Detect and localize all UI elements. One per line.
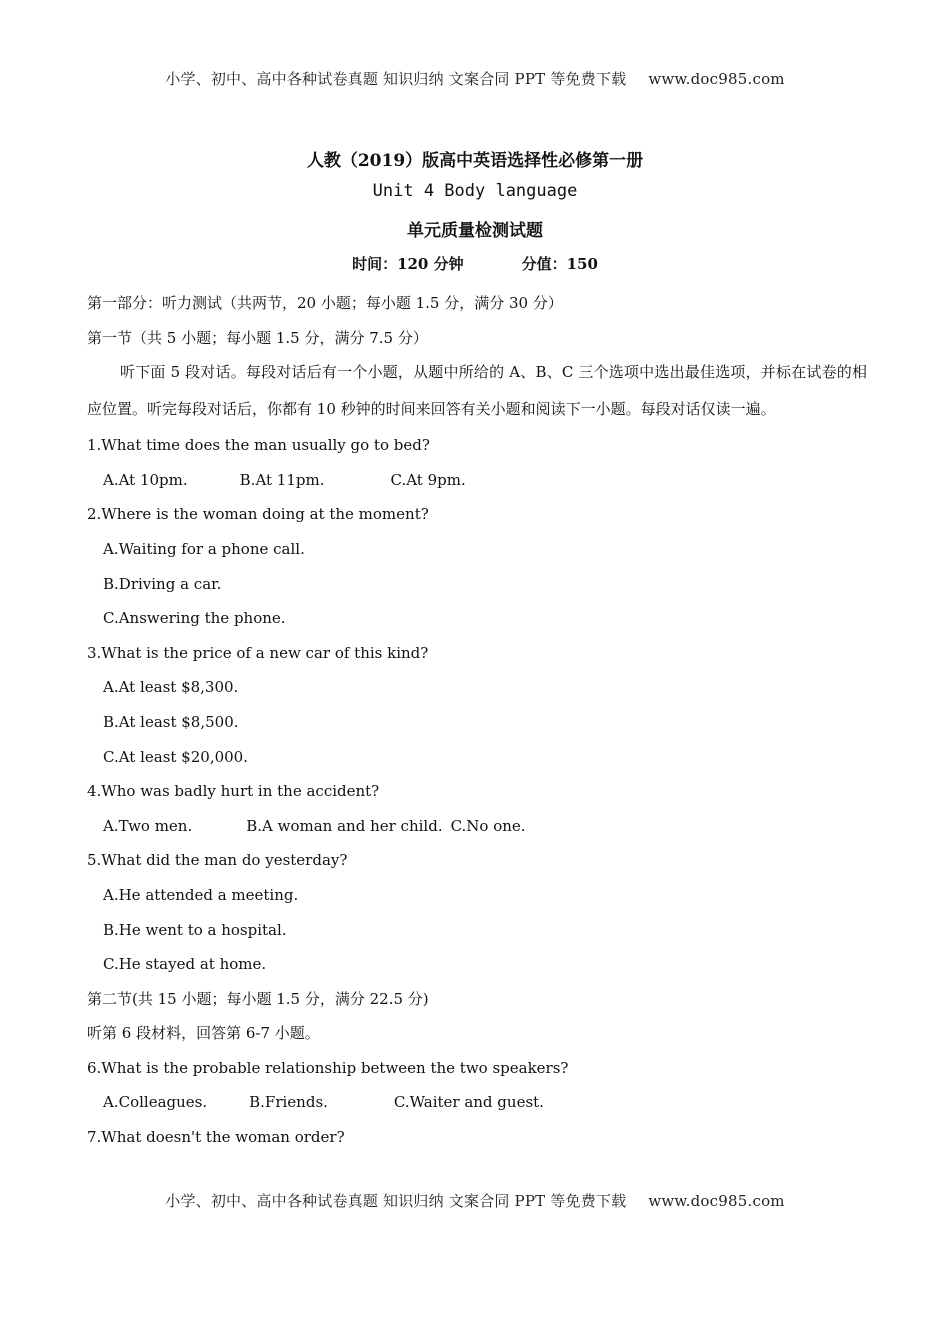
option-b: B.At least $8,500.	[103, 712, 239, 731]
material-6-instruction: 听第 6 段材料，回答第 6-7 小题。	[87, 1024, 320, 1043]
page-footer	[0, 1190, 950, 1211]
question-1-options	[87, 463, 867, 498]
option-c: C.No one.	[450, 816, 526, 835]
unit-title: Unit 4 Body language	[372, 181, 578, 201]
question-6-options	[87, 1085, 867, 1120]
footer-text: 小学、初中、高中各种试卷真题 知识归纳 文案合同 PPT 等免费下载	[165, 1192, 627, 1210]
option-b: B.A woman and her child.	[246, 816, 443, 835]
option-c: C.He stayed at home.	[103, 955, 267, 974]
option-b: B.Driving a car.	[103, 574, 222, 593]
option-a: A.Waiting for a phone call.	[103, 539, 305, 558]
option-a: A.Two men.	[103, 816, 193, 835]
option-c: C.At least $20,000.	[103, 747, 248, 766]
document-body	[87, 286, 867, 1155]
option-c: C.Answering the phone.	[103, 609, 286, 628]
option-c: C.At 9pm.	[390, 470, 466, 489]
option-c: C.Waiter and guest.	[393, 1093, 544, 1112]
section2-heading: 第二节(共 15 小题；每小题 1.5 分，满分 22.5 分)	[87, 989, 429, 1008]
time-score-line	[0, 253, 950, 274]
option-b: B.He went to a hospital.	[103, 920, 287, 939]
part1-heading: 第一部分：听力测试（共两节，20 小题；每小题 1.5 分，满分 30 分）	[87, 294, 563, 312]
score-info: 分值：150	[521, 255, 598, 273]
question-4-options	[87, 809, 867, 844]
test-title: 单元质量检测试题	[407, 221, 543, 241]
question-4: 4.Who was badly hurt in the accident?	[87, 782, 380, 801]
question-3: 3.What is the price of a new car of this kind?	[87, 643, 429, 662]
header-site: www.doc985.com	[648, 70, 785, 88]
doc-title: 人教（2019）版高中英语选择性必修第一册	[306, 151, 644, 171]
option-a: A.At 10pm.	[103, 470, 188, 489]
page-header	[0, 68, 950, 89]
option-b: B.Friends.	[249, 1093, 328, 1112]
option-a: A.At least $8,300.	[103, 678, 239, 697]
footer-site: www.doc985.com	[648, 1192, 785, 1210]
question-7: 7.What doesn't the woman order?	[87, 1128, 345, 1147]
question-6: 6.What is the probable relationship between the two speakers?	[87, 1058, 569, 1077]
time-info: 时间：120 分钟	[352, 255, 464, 273]
header-text: 小学、初中、高中各种试卷真题 知识归纳 文案合同 PPT 等免费下载	[165, 70, 627, 88]
option-a: A.He attended a meeting.	[103, 885, 299, 904]
option-a: A.Colleagues.	[103, 1093, 208, 1112]
option-b: B.At 11pm.	[239, 470, 325, 489]
question-2: 2.Where is the woman doing at the moment?	[87, 505, 429, 524]
instructions-paragraph: 听下面 5 段对话。每段对话后有一个小题，从题中所给的 A、B、C 三个选项中选出最佳选项，并标在试卷的相应位置。听完每段对话后，你都有 10 秒钟的时间来回答有关小题和阅读下一小题。每段对话仅读一遍。	[87, 363, 867, 419]
section1-heading: 第一节（共 5 小题；每小题 1.5 分，满分 7.5 分）	[87, 328, 428, 347]
question-5: 5.What did the man do yesterday?	[87, 851, 348, 870]
question-1: 1.What time does the man usually go to bed?	[87, 436, 430, 455]
